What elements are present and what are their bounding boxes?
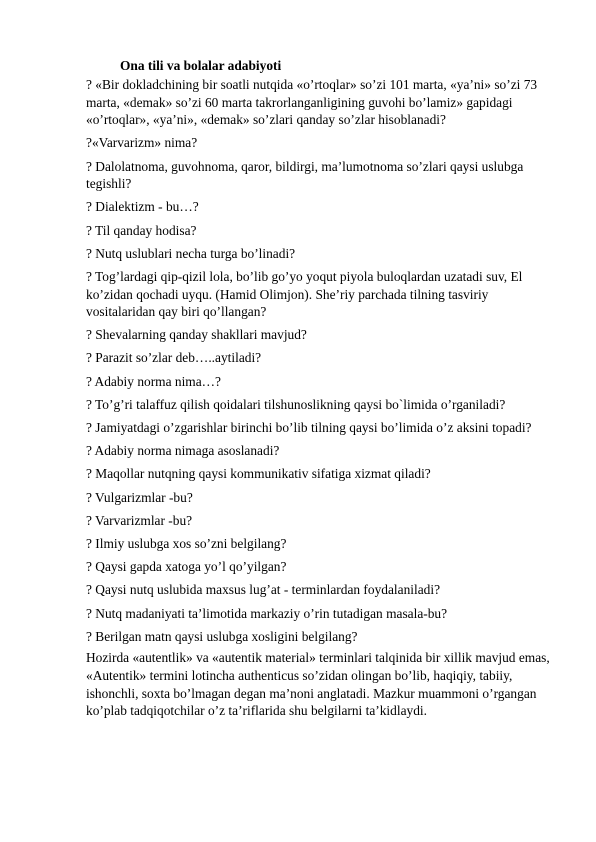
question-paragraph: ? Berilgan matn qaysi uslubga xosligini belgilang? xyxy=(86,628,358,644)
question-paragraph: ? Dalolatnoma, guvohnoma, qaror, bildirgi, ma’lumotnoma so’zlari qaysi uslubga tegishli? xyxy=(86,158,524,192)
document-title: Ona tili va bolalar adabiyoti xyxy=(120,58,282,73)
question-paragraph: ? Adabiy norma nimaga asoslanadi? xyxy=(86,443,280,459)
text-passage: Hozirda «autentlik» va «autentik material» terminlari talqinida bir xillik mavjud emas, «Autentik» termini lotincha authenticus so’zidan olingan bo’lib, haqiqiy, tabiiy, ishonchli, soxta bo’lmagan degan ma’noni anglatadi. Mazkur muammoni o’rgangan ko’plab tadqiqotchilar o’z ta’riflarida shu belgilarni ta’kidlaydi. xyxy=(86,650,550,719)
question-paragraph: ? Nutq uslublari necha turga bo’linadi? xyxy=(86,245,296,261)
question-paragraph: ? Varvarizmlar -bu? xyxy=(86,512,193,528)
question-paragraph: ? Parazit so’zlar deb…..aytiladi? xyxy=(86,350,262,366)
question-paragraph: ? Til qanday hodisa? xyxy=(86,222,197,238)
question-paragraph: ? «Bir dokladchining bir soatli nutqida «o’rtoqlar» so’zi 101 marta, «ya’ni» so’zi 73 marta, «demak» so’zi 60 marta takrorlanganligining guvohi bo’lamiz» gapidagi «o’rtoqlar», «ya’ni», «demak» so’zlari qanday so’zlar hisoblanadi? xyxy=(86,77,538,128)
question-paragraph: ?«Varvarizm» nima? xyxy=(86,135,198,151)
question-paragraph: ? Qaysi nutq uslubida maxsus lug’at - terminlardan foydalaniladi? xyxy=(86,582,441,598)
document-body xyxy=(86,76,558,725)
question-paragraph: ? Nutq madaniyati ta’limotida markaziy o’rin tutadigan masala-bu? xyxy=(86,605,448,621)
question-paragraph: ? Shevalarning qanday shakllari mavjud? xyxy=(86,327,307,343)
question-paragraph: ? Dialektizm - bu…? xyxy=(86,199,199,215)
question-paragraph: ? Qaysi gapda xatoga yo’l qo’yilgan? xyxy=(86,559,287,575)
question-paragraph: ? To’g’ri talaffuz qilish qoidalari tilshunoslikning qaysi bo`limida o’rganiladi? xyxy=(86,396,506,412)
question-paragraph: ? Jamiyatdagi o’zgarishlar birinchi bo’lib tilning qaysi bo’limida o’z aksini topadi? xyxy=(86,420,532,436)
question-paragraph: ? Tog’lardagi qip-qizil lola, bo’lib go’yo yoqut piyola buloqlardan uzatadi suv, El ko’zidan qochadi uyqu. (Hamid Olimjon). She’riy parchada tilning tasviriy vositalaridan qay biri qo’llangan? xyxy=(86,268,523,320)
question-paragraph: ? Maqollar nutqning qaysi kommunikativ sifatiga xizmat qiladi? xyxy=(86,466,431,482)
question-paragraph: ? Vulgarizmlar -bu? xyxy=(86,489,193,505)
question-paragraph: ? Adabiy norma nima…? xyxy=(86,373,221,389)
question-paragraph: ? Ilmiy uslubga xos so’zni belgilang? xyxy=(86,535,287,551)
